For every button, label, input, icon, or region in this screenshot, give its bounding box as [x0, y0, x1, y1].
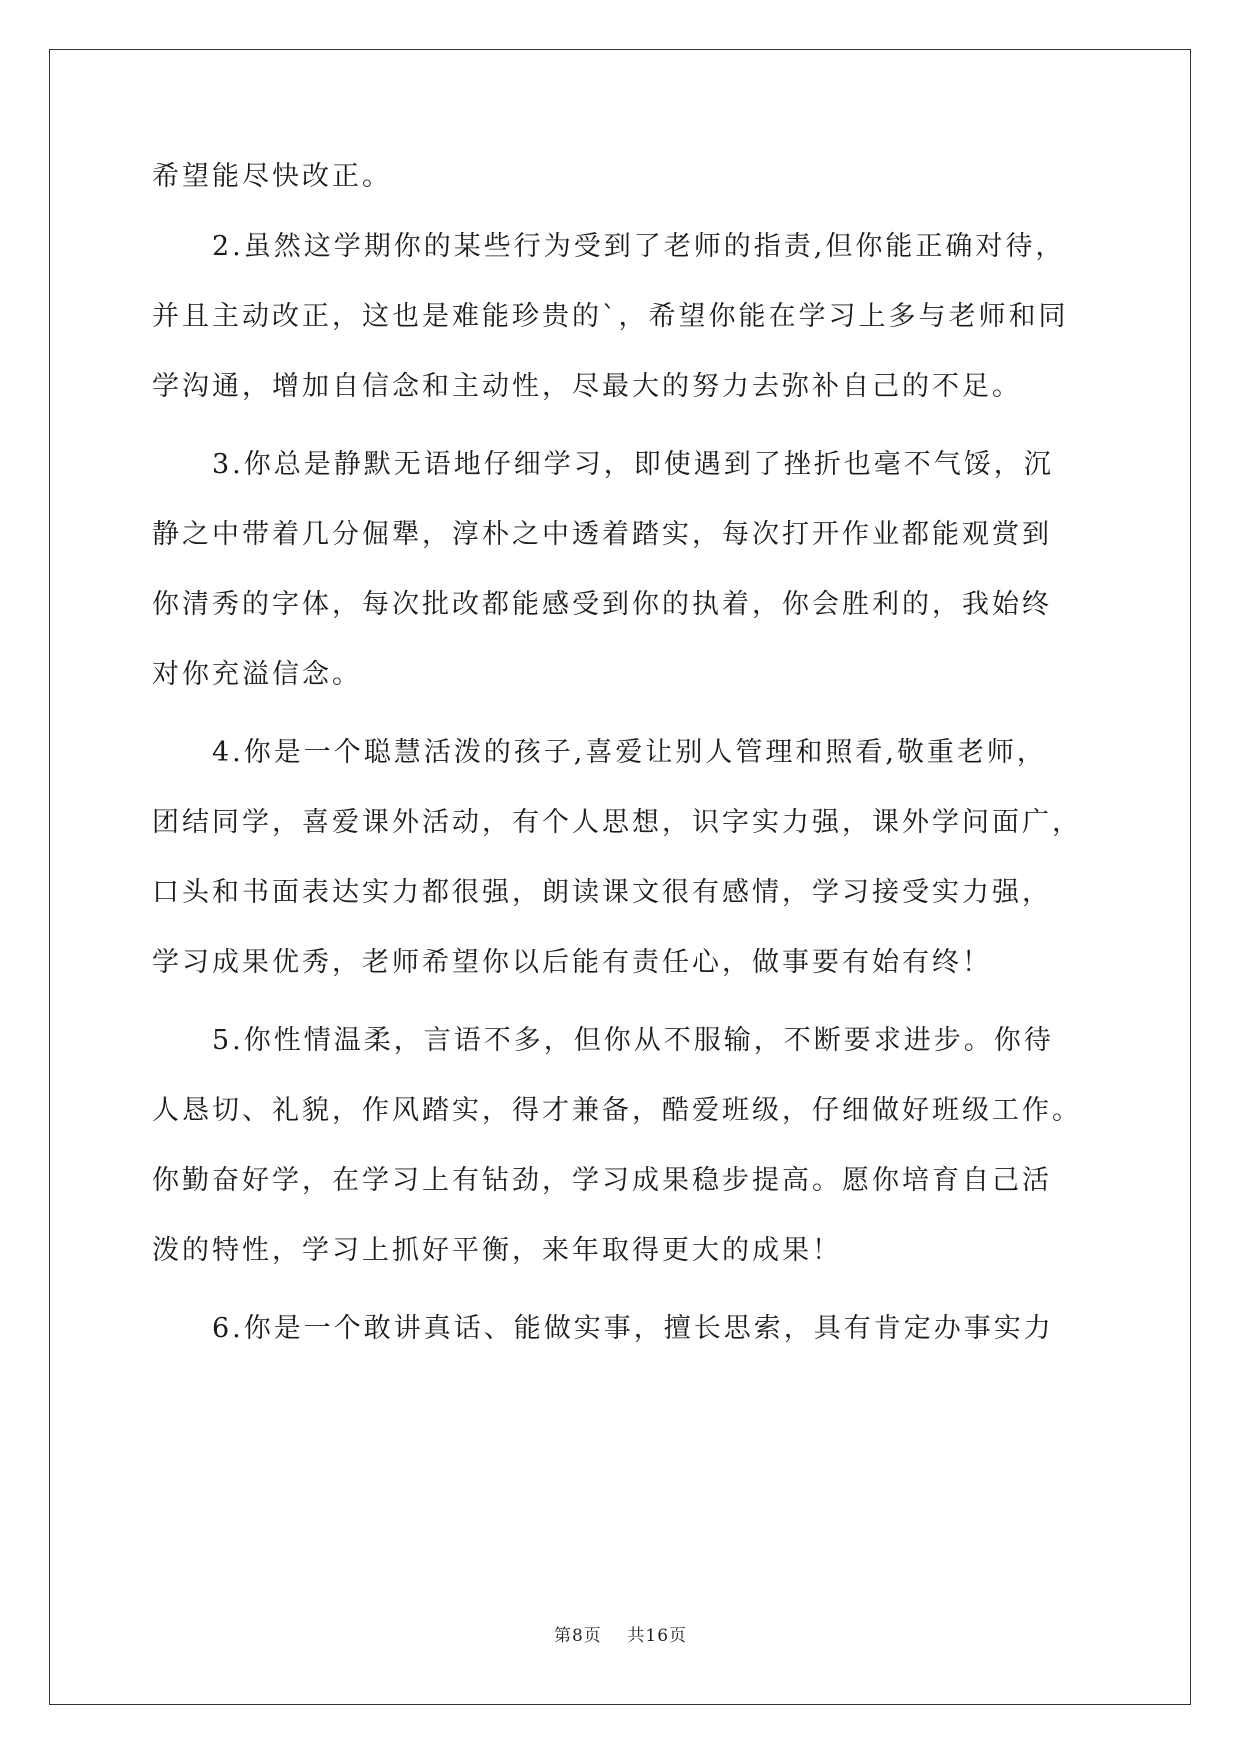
page-number: 第8页 — [553, 1626, 602, 1646]
text-line: 人恳切、礼貌，作风踏实，得才兼备，酷爱班级，仔细做好班级工作。 — [152, 1095, 1082, 1126]
text-line: 2.虽然这学期你的某些行为受到了老师的指责,但你能正确对待， — [212, 231, 1066, 262]
text-line: 你勤奋好学，在学习上有钻劲，学习成果稳步提高。愿你培育自己活 — [152, 1165, 1052, 1196]
text-line: 口头和书面表达实力都很强，朗读课文很有感情，学习接受实力强， — [152, 877, 1052, 908]
page-total: 共16页 — [627, 1626, 688, 1646]
page-footer — [0, 1621, 1241, 1646]
text-line: 6.你是一个敢讲真话、能做实事，擅长思索，具有肯定办事实力 — [212, 1313, 1054, 1344]
text-line: 静之中带着几分倔犟，淳朴之中透着踏实，每次打开作业都能观赏到 — [152, 519, 1052, 550]
text-line: 5.你性情温柔，言语不多，但你从不服输，不断要求进步。你待 — [212, 1025, 1054, 1056]
text-line: 希望能尽快改正。 — [152, 161, 392, 192]
text-line: 3.你总是静默无语地仔细学习，即使遇到了挫折也毫不气馁，沉 — [212, 449, 1054, 480]
text-line: 对你充溢信念。 — [152, 659, 362, 690]
text-line: 学沟通，增加自信念和主动性，尽最大的努力去弥补自己的不足。 — [152, 371, 1022, 402]
text-line: 泼的特性，学习上抓好平衡，来年取得更大的成果！ — [152, 1235, 842, 1266]
text-line: 团结同学，喜爱课外活动，有个人思想，识字实力强，课外学问面广， — [152, 807, 1082, 838]
text-line: 你清秀的字体，每次批改都能感受到你的执着，你会胜利的，我始终 — [152, 589, 1052, 620]
text-line: 并且主动改正，这也是难能珍贵的`，希望你能在学习上多与老师和同 — [152, 301, 1069, 332]
text-line: 学习成果优秀，老师希望你以后能有责任心，做事要有始有终！ — [152, 947, 992, 978]
text-line: 4.你是一个聪慧活泼的孩子,喜爱让别人管理和照看,敬重老师， — [212, 737, 1047, 768]
